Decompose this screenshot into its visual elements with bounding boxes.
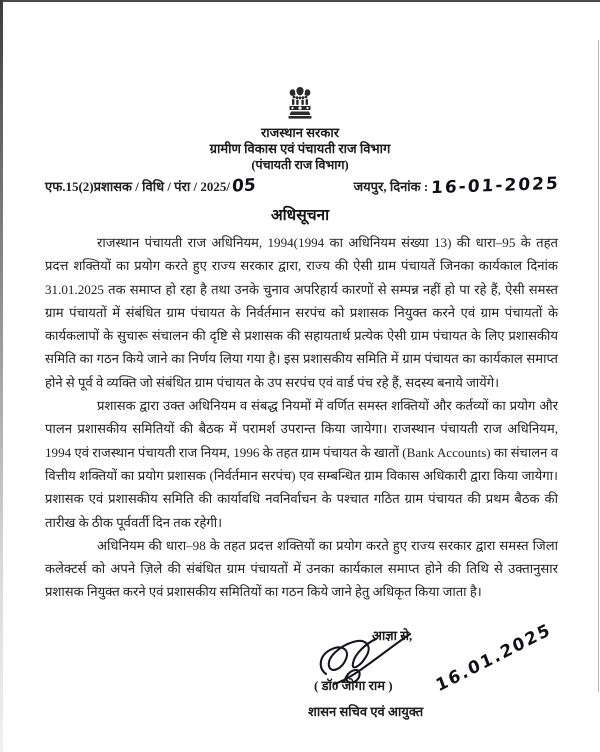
reference-row	[45, 173, 561, 199]
file-number-handwritten: 05	[231, 175, 257, 197]
signatory-name: ( डॉ0 जोगा राम )	[314, 678, 393, 693]
place-date-printed: जयपुर, दिनांक :	[353, 179, 429, 194]
file-number	[45, 176, 256, 196]
paragraph-3: अधिनियम की धारा–98 के तहत प्रदत्त शक्तियों का प्रयोग करते हुए राज्य सरकार द्वारा समस्त जिला कलेक्टर्स को अपने ज़िले की संबंधित ग्राम पंचायतों में उनका कार्यकाल समाप्त होने की तिथि से उक्तानुसार प्रशासक नियुक्त करने एवं प्रशासकीय समितियों का गठन किये जाने हेतु अधिकृत किया जाता है।	[45, 537, 558, 600]
paragraph-2: प्रशासक द्वारा उक्त अधिनियम व संबद्ध नियमों में वर्णित समस्त शक्तियों और कर्तव्यों का प्रयोग और पालन प्रशासकीय समितियों की बैठक में परामर्श उपरान्त किया जायेगा। राजस्थान पंचायती राज अधिनियम, 1994 एवं राजस्थान पंचायती राज नियम, 1996 के तहत ग्राम पंचायत के खातों (Bank Accounts) का संचालन व वित्तीय शक्तियों का प्रयोग प्रशासक (निर्वर्तमान सरपंच) एव सम्बन्धित ग्राम विकास अधिकारी द्वारा किया जायेगा। प्रशासक एवं प्रशासकीय समिति की कार्यावधि नवनिर्वाचन के पश्चात गठित ग्राम पंचायत की प्रथम बैठक की तारीख के ठीक पूर्ववर्ती दिन तक रहेगी।	[45, 398, 558, 530]
sub-department-name: (पंचायती राज विभाग)	[251, 158, 349, 172]
notification-title: अधिसूचना	[270, 207, 330, 224]
signature-date-handwritten: 16.01.2025	[433, 619, 555, 697]
by-order-text: आज्ञा से,	[372, 628, 413, 643]
file-number-printed: एफ.15(2)प्रशासक / विधि / पंरा / 2025/	[45, 179, 230, 194]
signature-block	[292, 619, 555, 742]
national-emblem-icon	[287, 86, 313, 120]
department-name: ग्रामीण विकास एवं पंचायती राज विभाग	[209, 141, 391, 156]
date-handwritten: 16-01-2025	[430, 173, 561, 199]
notification-body	[45, 231, 558, 604]
signatory-designation: शासन सचिव एवं आयुक्त	[308, 704, 424, 719]
scan-edge-top	[0, 0, 600, 2]
government-name: राजस्थान सरकार	[260, 125, 340, 140]
paragraph-1: राजस्थान पंचायती राज अधिनियम, 1994(1994 का अधिनियम संख्या 13) की धारा–95 के तहत प्रदत्त शक्तियों का प्रयोग करते हुए राज्य सरकार द्वारा, राज्य की ऐसी ग्राम पंचायतें जिनका कार्यकाल दिनांक 31.01.2025 तक समाप्त हो रहा है तथा उनके चुनाव अपरिहार्य कारणों से सम्पन्न नहीं हो पा रहे हैं, ऐसी समस्त ग्राम पंचायतों में संबंधित ग्राम पंचायत के निर्वर्तमान सरपंच को प्रशासक नियुक्त करने एवं ग्राम पंचायतों के कार्यकलापों के सुचारू संचालन की दृष्टि से प्रशासक की सहायतार्थ प्रत्येक ऐसी ग्राम पंचायत के लिए प्रशासकीय समिति का गठन किये जाने का निर्णय लिया गया है। इस प्रशासकीय समिति में ग्राम पंचायत का कार्यकाल समाप्त होने से पूर्व वे व्यक्ति जो संबंधित ग्राम पंचायत के उप सरपंच एवं वार्ड पंच रहे हैं, सदस्य बनाये जायेंगे।	[45, 235, 558, 390]
place-and-date	[353, 173, 561, 199]
letterhead	[0, 86, 600, 173]
